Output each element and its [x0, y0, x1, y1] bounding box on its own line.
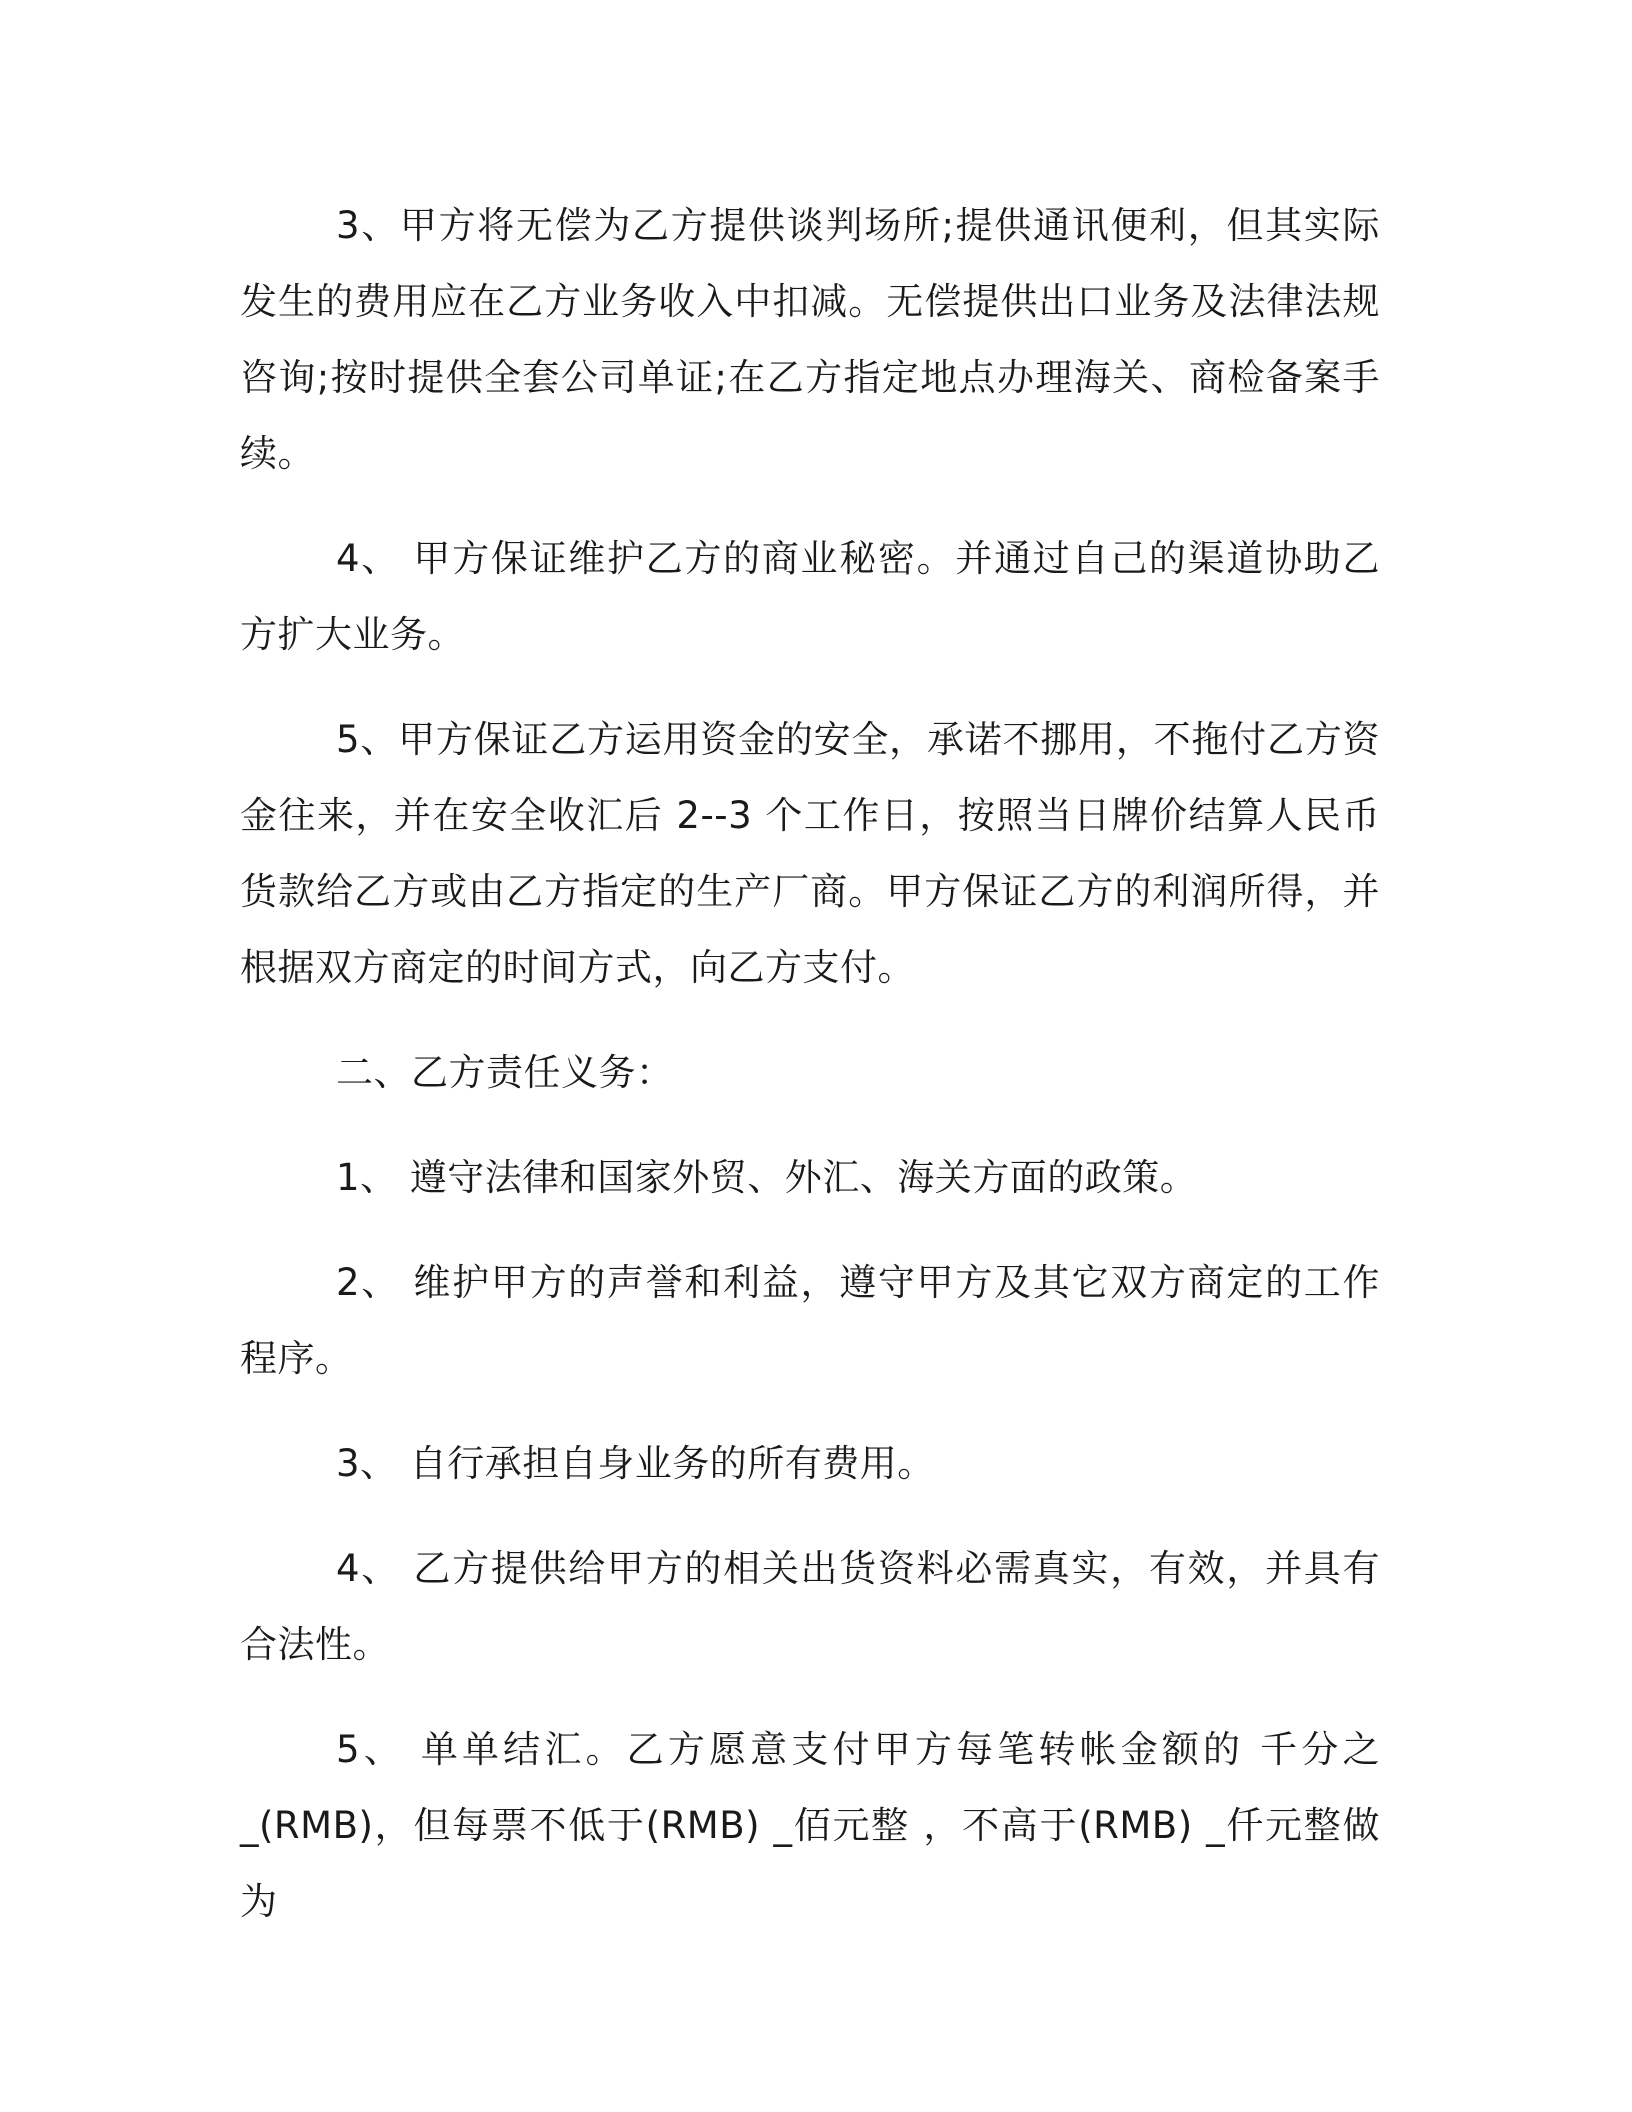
paragraph-party-a-4: 4、 甲方保证维护乙方的商业秘密。并通过自己的渠道协助乙方扩大业务。 [240, 537, 1380, 656]
section-heading-party-b: 二、乙方责任义务： [336, 1051, 674, 1094]
paragraph-party-b-2: 2、 维护甲方的声誉和利益，遵守甲方及其它双方商定的工作程序。 [240, 1261, 1380, 1380]
paragraph-party-b-5: 5、 单单结汇。乙方愿意支付甲方每笔转帐金额的 千分之 _(RMB)，但每票不低于(RMB) _佰元整 ，不高于(RMB) _仟元整做为 [240, 1728, 1380, 1923]
paragraph-party-a-3: 3、甲方将无偿为乙方提供谈判场所;提供通讯便利，但其实际发生的费用应在乙方业务收入中扣减。无偿提供出口业务及法律法规咨询;按时提供全套公司单证;在乙方指定地点办理海关、商检备案手续。 [240, 204, 1380, 475]
document-body [240, 188, 1380, 1969]
paragraph-party-a-5: 5、甲方保证乙方运用资金的安全，承诺不挪用，不拖付乙方资金往来，并在安全收汇后 2--3 个工作日，按照当日牌价结算人民币货款给乙方或由乙方指定的生产厂商。甲方保证乙方的利润所得，并根据双方商定的时间方式，向乙方支付。 [240, 718, 1380, 989]
paragraph-party-b-3: 3、 自行承担自身业务的所有费用。 [336, 1442, 935, 1485]
paragraph-party-b-4: 4、 乙方提供给甲方的相关出货资料必需真实，有效，并具有合法性。 [240, 1547, 1380, 1666]
paragraph-party-b-1: 1、 遵守法律和国家外贸、外汇、海关方面的政策。 [336, 1156, 1198, 1199]
